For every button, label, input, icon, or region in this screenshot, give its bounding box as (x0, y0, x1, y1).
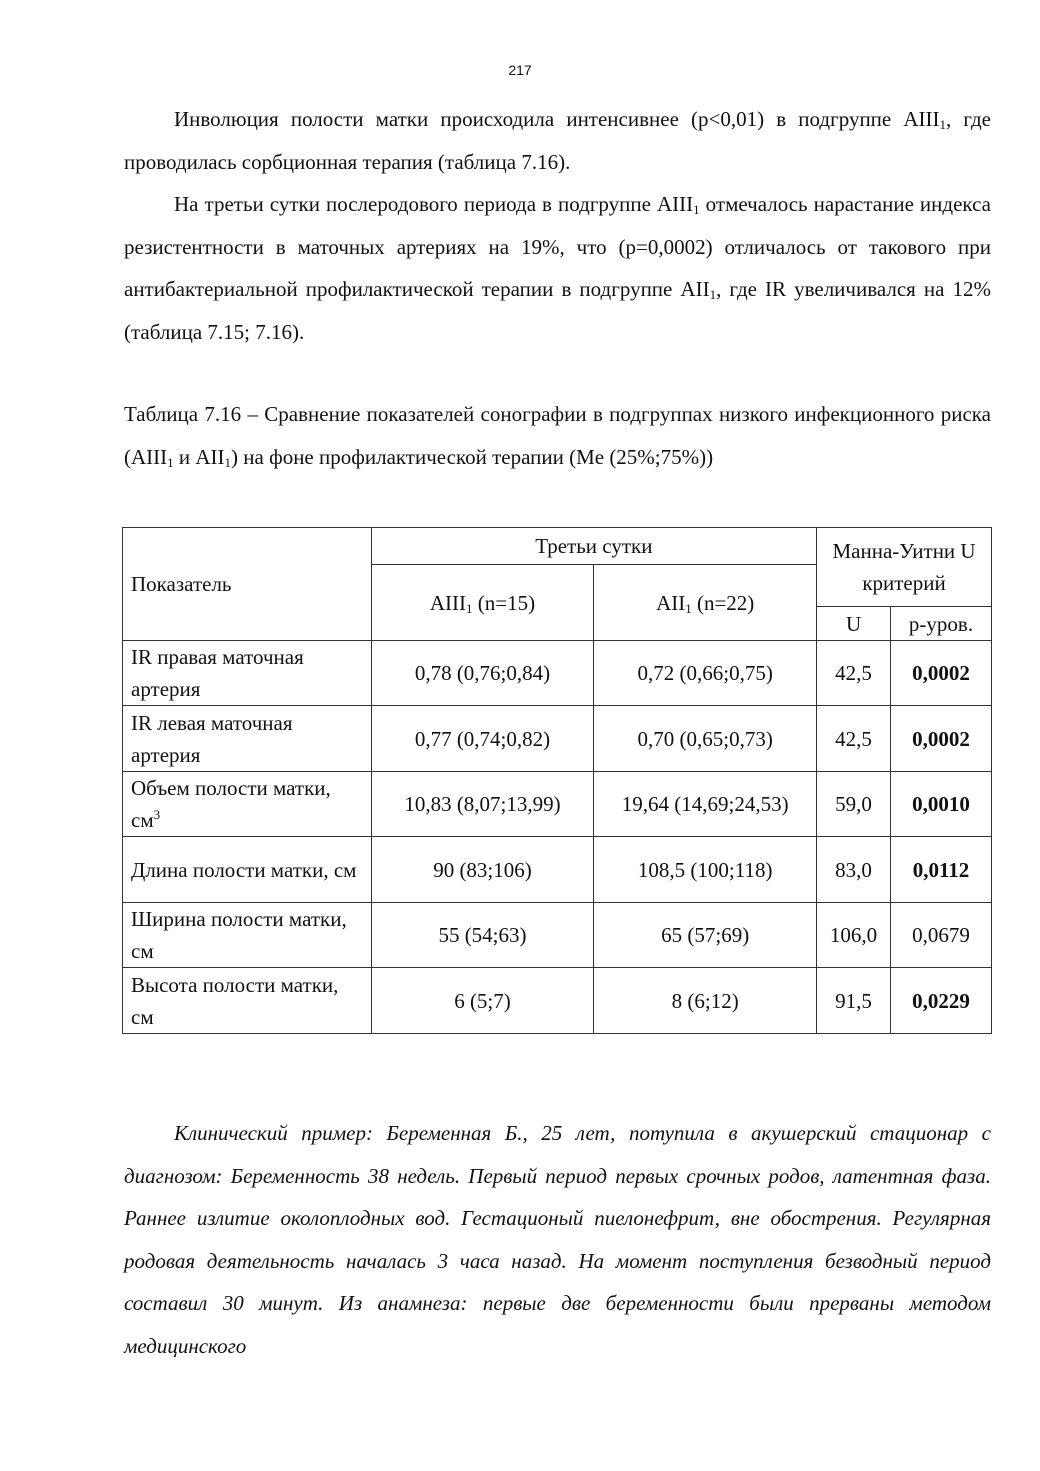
row-group2-value: 65 (57;69) (594, 903, 817, 968)
row-u-value: 106,0 (817, 903, 891, 968)
row-p-value: 0,0229 (891, 968, 992, 1034)
header-group-aiii1: $AIII_1$ (n=15) (371, 565, 594, 641)
table-row (123, 641, 992, 706)
table-row (123, 772, 992, 837)
row-u-value: 42,5 (817, 641, 891, 706)
row-group1-value: 0,77 (0,74;0,82) (371, 706, 594, 772)
header-indicator: Показатель (123, 528, 372, 641)
row-name: Ширина полости матки, см (123, 903, 372, 968)
paragraph-resistance-index: На третьи сутки послеродового периода в подгруппе $AIII_1$ отмечалось нарастание индекса резистентности в маточных артериях на 19%, что (р=0,0002) отличалось от такового при антибактериальной профилактической терапии в подгруппе $AII_1$, где IR увеличивался на 12% (таблица 7.15; 7.16). (124, 192, 991, 344)
row-p-value: 0,0112 (891, 837, 992, 903)
header-third-day: Третьи сутки (371, 528, 816, 565)
row-group1-value: 6 (5;7) (371, 968, 594, 1034)
clinical-example: Клинический пример: Беременная Б., 25 лет, потупила в акушерский стационар с диагнозом: Беременность 38 недель. Первый период первых срочных родов, латентная фаза. Раннее излитие околоплодных вод. Гестационый пиелонефрит, вне обострения. Регулярная родовая деятельность началась 3 часа назад. На момент поступления безводный период составил 30 минут. Из анамнеза: первые две беременности были прерваны методом медицинского (124, 1121, 991, 1358)
row-group2-value: 19,64 (14,69;24,53) (594, 772, 817, 837)
row-name: Высота полости матки, см (123, 968, 372, 1034)
header-mann-whitney: Манна-Уитни U критерий (817, 528, 992, 607)
header-p-level: р-уров. (891, 607, 992, 641)
table-row (123, 706, 992, 772)
row-p-value: 0,0679 (891, 903, 992, 968)
paragraph-involution: Инволюция полости матки происходила интенсивнее (p<0,01) в подгруппе $AIII_1$, где проводилась сорбционная терапия (таблица 7.16). (124, 107, 991, 174)
row-group2-value: 8 (6;12) (594, 968, 817, 1034)
table-row (123, 968, 992, 1034)
row-u-value: 59,0 (817, 772, 891, 837)
table-caption: Таблица 7.16 – Сравнение показателей сонографии в подгруппах низкого инфекционного риска ($AIII_1$ и $AII_1$) на фоне профилактической терапии (Me (25%;75%)) (124, 402, 991, 470)
row-u-value: 91,5 (817, 968, 891, 1034)
header-u: U (817, 607, 891, 641)
row-group1-value: 90 (83;106) (371, 837, 594, 903)
row-p-value: 0,0002 (891, 641, 992, 706)
row-name: IR левая маточная артерия (123, 706, 372, 772)
row-group1-value: 55 (54;63) (371, 903, 594, 968)
header-group-aii1: $AII_1$ (n=22) (594, 565, 817, 641)
row-name: Объем полости матки, $см^3$ (123, 772, 372, 837)
row-p-value: 0,0010 (891, 772, 992, 837)
row-group2-value: 0,72 (0,66;0,75) (594, 641, 817, 706)
row-group1-value: 10,83 (8,07;13,99) (371, 772, 594, 837)
row-group2-value: 0,70 (0,65;0,73) (594, 706, 817, 772)
table-row (123, 837, 992, 903)
row-group2-value: 108,5 (100;118) (594, 837, 817, 903)
row-group1-value: 0,78 (0,76;0,84) (371, 641, 594, 706)
row-p-value: 0,0002 (891, 706, 992, 772)
row-name: IR правая маточная артерия (123, 641, 372, 706)
row-u-value: 42,5 (817, 706, 891, 772)
row-u-value: 83,0 (817, 837, 891, 903)
table-row (123, 903, 992, 968)
row-name: Длина полости матки, см (123, 837, 372, 903)
page-number: 217 (508, 62, 532, 78)
sonography-comparison-table (122, 527, 992, 1034)
